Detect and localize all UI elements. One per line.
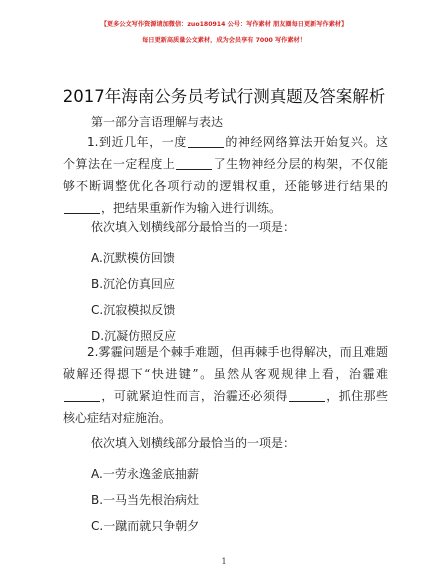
question-2-segment-3: ，抓住那些核心症结对症施治。 [63, 389, 388, 425]
option-letter: D. [91, 329, 105, 343]
question-1-segment-4: ，把结果重新作为输入进行训练。 [101, 201, 282, 215]
option-text: 一劳永逸釜底抽薪 [102, 467, 199, 481]
promo-banner-line2: 每日更新高质量公文素材，成为会员享有 7000 写作素材！ [142, 37, 306, 44]
option-text: 沉默模仿回馈 [102, 251, 175, 265]
page-number: 1 [221, 557, 227, 566]
question-2-number: 2. [87, 345, 99, 359]
option-text: 一马当先根治病灶 [103, 493, 200, 507]
question-2-segment-2: ，可就紧迫性而言，治霾还必须得 [101, 389, 288, 403]
question-2-segment-1: 雾霾问题是个棘手难题，但再棘手也得解决，而且难题破解还得摁下“快进键”。虽然从客观规律上看，治霾难 [63, 345, 388, 381]
question-1-option-a [91, 249, 175, 266]
option-text: 一蹴而就只争朝夕 [103, 519, 200, 533]
question-1-instruction: 依次填入划横线部分最恰当的一项是： [91, 220, 296, 234]
section-heading: 第一部分言语理解与表达 [91, 115, 224, 129]
blank-line [289, 389, 325, 402]
option-letter: A. [91, 467, 103, 481]
option-text: 沉寂模拟反馈 [103, 303, 176, 317]
option-letter: C. [91, 303, 104, 317]
option-letter: B. [91, 277, 104, 291]
question-2-text [63, 341, 388, 429]
question-2-option-b [91, 491, 199, 508]
blank-line [176, 157, 212, 170]
blank-line [64, 201, 100, 214]
question-1-segment-1: 到近几年，一度 [98, 135, 187, 149]
blank-line [64, 389, 100, 402]
option-text: 沉沦仿真回应 [103, 277, 176, 291]
question-1-segment-2: 的神经网络算法开始复兴。这个算法在一定程度上 [63, 135, 388, 171]
question-1-text [63, 131, 388, 219]
option-letter: A. [91, 251, 103, 265]
option-letter: B. [91, 493, 104, 507]
option-letter: C. [91, 519, 104, 533]
question-2-instruction: 依次填入划横线部分最恰当的一项是： [91, 436, 296, 450]
promo-banner-line1: 【更多公文写作资源请加微信：zuo180914 公号：写作素材 朋友圈每日更新写作素材】 [100, 21, 348, 28]
blank-line [188, 135, 224, 148]
document-title: 2017年海南公务员考试行测真题及答案解析 [62, 87, 386, 106]
question-1-number: 1. [87, 135, 99, 149]
option-text: 沉凝仿照反应 [104, 329, 177, 343]
question-1-segment-3: 了生物神经分层的构架，不仅能够不断调整优化各项行动的逻辑权重，还能够进行结果的 [63, 157, 388, 193]
question-2-option-a [91, 465, 199, 482]
question-2-option-c [91, 517, 199, 534]
question-1-option-c [91, 301, 175, 318]
question-1-option-b [91, 275, 175, 292]
